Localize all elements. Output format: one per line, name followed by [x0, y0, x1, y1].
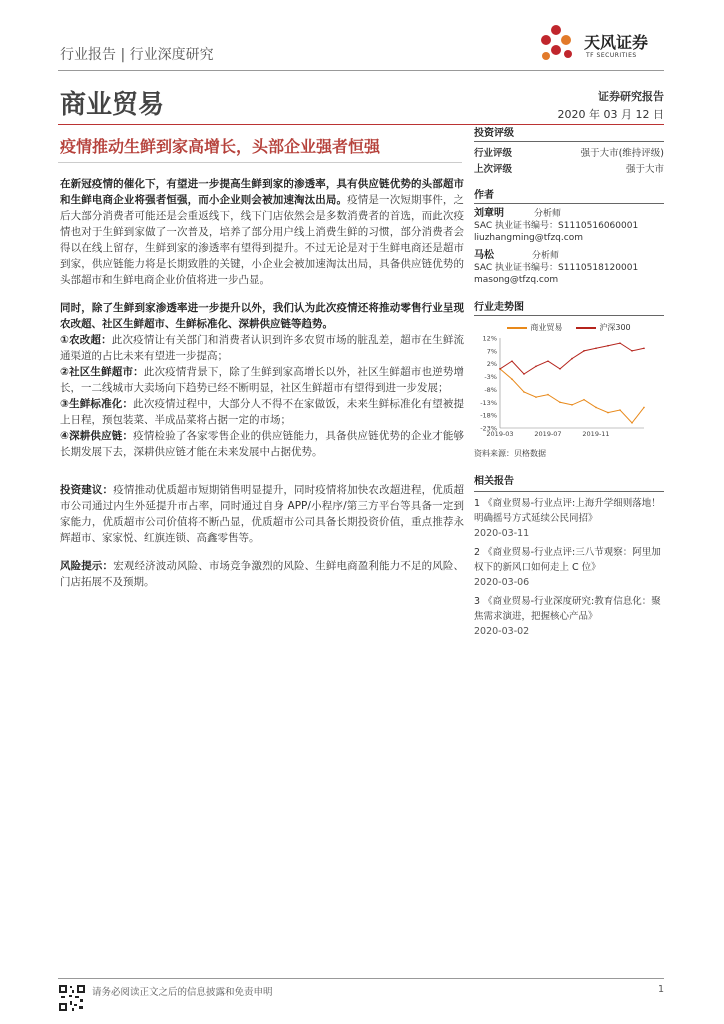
data-point: [535, 396, 537, 398]
rating-heading: 投资评级: [474, 124, 664, 142]
main-body: [60, 176, 464, 602]
trend-heading: 行业走势图: [474, 298, 664, 316]
y-tick-label: -8%: [484, 385, 497, 394]
header-divider: [58, 70, 664, 71]
data-point: [595, 407, 597, 409]
data-point: [547, 394, 549, 396]
risk-head: 风险提示：: [60, 560, 114, 572]
footer-disclaimer: 请务必阅读正文之后的信息披露和免责申明: [92, 987, 273, 998]
report-category: 行业报告 | 行业深度研究: [60, 47, 214, 63]
data-point: [619, 342, 621, 344]
advice-text: 疫情推动优质超市短期销售明显提升，同时疫情将加快农改超进程，优质超市公司通过内生外延提升市占率，同时通过自身 APP/小程序/第三方平台等具备一定到家能力，优质超市公司价值将不断凸显，优质超市公司具备长期投资价值，重点推荐永辉超市、家家悦、红旗连锁、高鑫零售等。: [60, 484, 465, 544]
report-type: 证券研究报告: [598, 90, 664, 103]
analyst-email[interactable]: masong@tfzq.com: [474, 275, 559, 285]
logo-text-en: TF SECURITIES: [586, 52, 637, 59]
paragraph-2: [60, 300, 464, 332]
series-line: [500, 369, 644, 423]
industry-name: 商业贸易: [60, 90, 165, 120]
analyst-card: [474, 250, 664, 286]
report-date: 2020 年 03 月 12 日: [557, 108, 664, 121]
trend-chart: [474, 316, 664, 440]
industry-rating-value: 强于大市(维持评级): [580, 148, 664, 159]
data-point: [643, 347, 645, 349]
p1-text: 疫情是一次短期事件，之后大部分消费者可能还是会重返线下，线下门店依然会是多数消费者的首选，而此次疫情也对于生鲜到家做了一次普及，培养了部分用户线上消费生鲜的习惯，部分消费者会得以在线上留存，生鲜到家的渗透率有望得到提升。不过无论是对于生鲜电商还是超市到家，供应链能力将是长期致胜的关键，小企业会被加速淘汰出局，具备供应链优势的头部超市和生鲜电商企业价值将进一步凸显。: [60, 194, 465, 286]
data-point: [499, 368, 501, 370]
list-item: [60, 396, 464, 428]
footer-divider: [58, 978, 664, 979]
data-point: [571, 358, 573, 360]
related-item[interactable]: [474, 545, 664, 590]
list-item-head: ②社区生鲜超市：: [60, 366, 144, 378]
related-title[interactable]: 1 《商业贸易-行业点评:上海升学细则落地！明确摇号方式延续公民同招》: [474, 498, 661, 524]
data-point: [511, 378, 513, 380]
data-point: [583, 399, 585, 401]
x-tick-label: 2019-07: [534, 430, 562, 438]
chart-source: 资料来源：贝格数据: [474, 449, 546, 458]
data-point: [523, 391, 525, 393]
paragraph-1: [60, 176, 464, 288]
data-point: [595, 347, 597, 349]
report-title: 疫情推动生鲜到家高增长，头部企业强者恒强: [60, 137, 381, 156]
list-item-head: ③生鲜标准化：: [60, 398, 134, 410]
data-point: [571, 404, 573, 406]
x-tick-label: 2019-03: [486, 430, 514, 438]
list-item-head: ①农改超：: [60, 334, 112, 346]
industry-rating-label: 行业评级: [474, 148, 513, 159]
legend-label: 沪深300: [599, 323, 631, 332]
p1-lead: 在新冠疫情的催化下，有望进一步提高生鲜到家的渗透率，具有供应链优势的头部超市和生鲜电商企业将强者恒强，而小企业则会被加速淘汰出局。: [60, 178, 464, 206]
list-item-head: ④深耕供应链：: [60, 430, 134, 442]
data-point: [631, 422, 633, 424]
logo-text: 天风证券: [584, 33, 649, 52]
data-point: [523, 373, 525, 375]
data-point: [631, 350, 633, 352]
industry-rating-row: [474, 146, 664, 162]
data-point: [607, 345, 609, 347]
list-item: [60, 428, 464, 460]
title-underline: [58, 162, 462, 163]
analyst-email[interactable]: liuzhangming@tfzq.com: [474, 233, 583, 243]
related-reports: [474, 474, 664, 643]
analyst-name: 马松: [474, 250, 494, 261]
authors-panel: [474, 186, 664, 286]
p2-lead: 同时，除了生鲜到家渗透率进一步提升以外，我们认为此次疫情还将推动零售行业呈现农改超、社区生鲜超市、生鲜标准化、深耕供应链等趋势。: [60, 302, 464, 330]
related-title[interactable]: 3 《商业贸易-行业深度研究:教育信息化：聚焦需求演进，把握核心产品》: [474, 596, 661, 622]
investment-advice: [60, 482, 464, 546]
analyst-name: 刘章明: [474, 208, 504, 219]
qr-code-icon[interactable]: [58, 984, 86, 1012]
legend-label: 商业贸易: [530, 323, 563, 332]
authors-heading: 作者: [474, 186, 664, 204]
data-point: [535, 365, 537, 367]
prev-rating-value: 强于大市: [625, 164, 664, 175]
y-tick-label: -18%: [480, 411, 497, 420]
analyst-role: 分析师: [532, 251, 560, 261]
y-tick-label: 2%: [486, 360, 497, 369]
analyst-role: 分析师: [534, 209, 562, 219]
y-tick-label: -13%: [480, 398, 497, 407]
related-heading: 相关报告: [474, 474, 664, 492]
related-item[interactable]: [474, 496, 664, 541]
data-point: [547, 360, 549, 362]
analyst-sac: SAC 执业证书编号：S1110518120001: [474, 263, 639, 273]
related-item[interactable]: [474, 594, 664, 639]
data-point: [583, 350, 585, 352]
prev-rating-label: 上次评级: [474, 164, 513, 175]
data-point: [511, 360, 513, 362]
rating-panel: [474, 124, 664, 178]
related-date: 2020-03-11: [474, 528, 530, 539]
list-item: [60, 332, 464, 364]
y-tick-label: -23%: [480, 424, 497, 433]
risk-warning: [60, 558, 464, 590]
y-tick-label: 12%: [482, 334, 497, 343]
y-tick-label: 7%: [486, 347, 497, 356]
advice-head: 投资建议：: [60, 484, 114, 496]
data-point: [559, 401, 561, 403]
list-item: [60, 364, 464, 396]
page-number: 1: [657, 984, 664, 995]
data-point: [607, 412, 609, 414]
y-tick-label: -3%: [484, 373, 497, 382]
x-tick-label: 2019-11: [582, 430, 610, 438]
related-title[interactable]: 2 《商业贸易-行业点评:三八节观察：阿里加权下的新风口如何走上 C 位》: [474, 547, 661, 573]
list-item-text: 疫情检验了各家零售企业的供应链能力，具备供应链优势的企业才能够长期发展下去，深耕供应链才能在未来发展中占据优势。: [60, 430, 464, 458]
related-date: 2020-03-02: [474, 626, 530, 637]
data-point: [559, 368, 561, 370]
analyst-card: [474, 208, 664, 244]
analyst-sac: SAC 执业证书编号：S1110516060001: [474, 221, 639, 231]
list-item-text: 此次疫情过程中，大部分人不得不在家做饭，未来生鲜标准化有望被提上日程，预包装菜、半成品菜将占据一定的市场；: [60, 398, 464, 426]
list-item-text: 此次疫情背景下，除了生鲜到家高增长以外，社区生鲜超市也逆势增长，一二线城市大卖场向下趋势已经不断明显，社区生鲜超市有望得到进一步发展；: [60, 366, 465, 394]
list-item-text: 此次疫情让有关部门和消费者认识到许多农贸市场的脏乱差，超市在生鲜流通渠道的占比未来有望进一步提高；: [60, 334, 465, 362]
data-point: [619, 409, 621, 411]
risk-text: 宏观经济波动风险、市场竞争激烈的风险、生鲜电商盈利能力不足的风险、门店拓展不及预期。: [60, 560, 465, 588]
related-date: 2020-03-06: [474, 577, 530, 588]
trend-list: [60, 332, 464, 460]
data-point: [643, 407, 645, 409]
prev-rating-row: [474, 162, 664, 178]
